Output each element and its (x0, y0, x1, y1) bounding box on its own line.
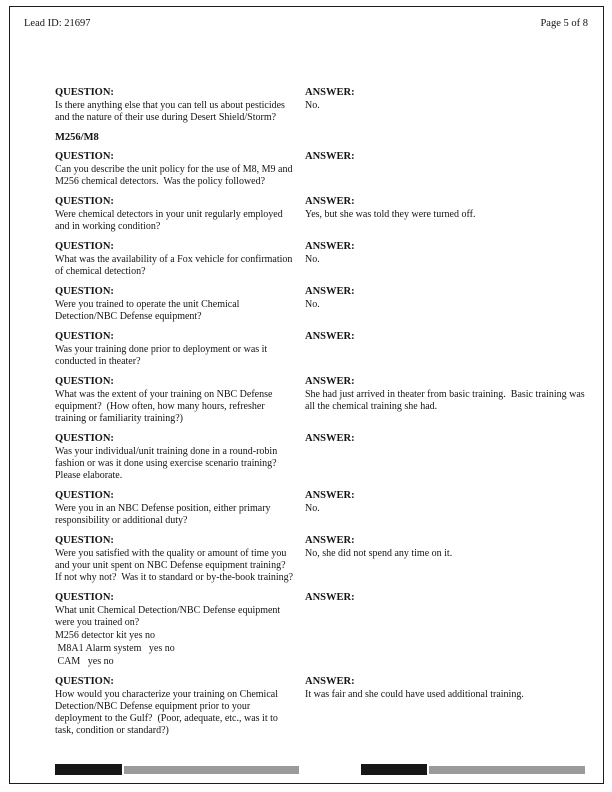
qa-row-1 (55, 86, 590, 124)
qa-row-8 (55, 432, 590, 482)
question-text: Were you in an NBC Defense position, either primary responsibility or additional duty? (55, 503, 274, 526)
question-col (55, 240, 305, 278)
question-label: QUESTION: (55, 490, 114, 501)
page-number: Page 5 of 8 (540, 18, 588, 29)
question-label: QUESTION: (55, 241, 114, 252)
answer-label: ANSWER: (305, 376, 355, 387)
question-label: QUESTION: (55, 286, 114, 297)
answer-col (305, 375, 590, 413)
answer-label: ANSWER: (305, 331, 355, 342)
answer-label: ANSWER: (305, 592, 355, 603)
answer-text: It was fair and she could have used additional training. (305, 689, 524, 700)
answer-col (305, 591, 590, 605)
qa-list (55, 86, 590, 744)
redaction-bar-right-black (361, 764, 427, 775)
answer-col (305, 432, 590, 446)
question-subline: CAM yes no (55, 656, 114, 667)
question-text: What unit Chemical Detection/NBC Defense equipment were you trained on? (55, 605, 283, 628)
question-col (55, 591, 305, 668)
qa-row-4 (55, 240, 590, 278)
answer-text: No. (305, 100, 320, 111)
answer-col (305, 330, 590, 344)
question-col (55, 432, 305, 482)
question-text: Were you trained to operate the unit Chemical Detection/NBC Defense equipment? (55, 299, 242, 322)
question-col (55, 375, 305, 425)
question-col (55, 489, 305, 527)
question-text: What was the availability of a Fox vehicle for confirmation of chemical detection? (55, 254, 295, 277)
question-label: QUESTION: (55, 196, 114, 207)
qa-row-9 (55, 489, 590, 527)
answer-col (305, 534, 590, 560)
answer-text: No. (305, 503, 320, 514)
qa-row-3 (55, 195, 590, 233)
redaction-bar-left-gray (124, 766, 299, 774)
answer-label: ANSWER: (305, 241, 355, 252)
question-label: QUESTION: (55, 676, 114, 687)
qa-row-10 (55, 534, 590, 584)
question-text: Can you describe the unit policy for the use of M8, M9 and M256 chemical detectors. Was the policy followed? (55, 164, 295, 187)
question-text: Were you satisfied with the quality or amount of time you and your unit spent on NBC Defense equipment training? If not why not? Was it to standard or by-the-book training? (55, 548, 294, 583)
qa-row-6 (55, 330, 590, 368)
qa-row-2 (55, 150, 590, 188)
question-label: QUESTION: (55, 592, 114, 603)
question-col (55, 86, 305, 124)
section-header: M256/M8 (55, 132, 99, 143)
answer-label: ANSWER: (305, 87, 355, 98)
question-col (55, 675, 305, 737)
answer-label: ANSWER: (305, 433, 355, 444)
question-col (55, 285, 305, 323)
answer-col (305, 86, 590, 112)
answer-col (305, 195, 590, 221)
page-header (24, 17, 588, 30)
answer-text: No. (305, 254, 320, 265)
answer-col (305, 150, 590, 164)
question-col (55, 195, 305, 233)
answer-text: Yes, but she was told they were turned off. (305, 209, 476, 220)
answer-label: ANSWER: (305, 535, 355, 546)
question-text: Were chemical detectors in your unit regularly employed and in working condition? (55, 209, 286, 232)
question-label: QUESTION: (55, 87, 114, 98)
answer-text: No, she did not spend any time on it. (305, 548, 453, 559)
answer-label: ANSWER: (305, 676, 355, 687)
qa-row-7 (55, 375, 590, 425)
answer-col (305, 240, 590, 266)
answer-label: ANSWER: (305, 490, 355, 501)
answer-col (305, 285, 590, 311)
answer-col (305, 489, 590, 515)
question-label: QUESTION: (55, 535, 114, 546)
question-col (55, 150, 305, 188)
question-col (55, 534, 305, 584)
answer-text: No. (305, 299, 320, 310)
qa-row-5 (55, 285, 590, 323)
redaction-bar-right-gray (429, 766, 585, 774)
question-label: QUESTION: (55, 376, 114, 387)
qa-row-11 (55, 591, 590, 668)
answer-label: ANSWER: (305, 151, 355, 162)
question-text: What was the extent of your training on NBC Defense equipment? (How often, how many hours, refresher training or familiarity training?) (55, 389, 275, 424)
question-label: QUESTION: (55, 433, 114, 444)
question-text: Was your individual/unit training done in a round-robin fashion or was it done using exercise scenario training? Please elaborate. (55, 446, 280, 481)
question-text: Is there anything else that you can tell us about pesticides and the nature of their use during Desert Shield/Storm? (55, 100, 288, 123)
question-label: QUESTION: (55, 331, 114, 342)
question-label: QUESTION: (55, 151, 114, 162)
question-text: How would you characterize your training on Chemical Detection/NBC Defense equipment prior to your deployment to the Gulf? (Poor, adequate, etc., was it to task, condition or standard?) (55, 689, 281, 736)
question-col (55, 330, 305, 368)
qa-row-12 (55, 675, 590, 737)
question-text: Was your training done prior to deployment or was it conducted in theater? (55, 344, 270, 367)
answer-text: She had just arrived in theater from basic training. Basic training was all the chemical training she had. (305, 389, 588, 412)
redaction-bar-left-black (55, 764, 122, 775)
answer-label: ANSWER: (305, 196, 355, 207)
lead-id: Lead ID: 21697 (24, 18, 91, 29)
question-subline: M8A1 Alarm system yes no (55, 643, 175, 654)
answer-col (305, 675, 590, 701)
question-subline: M256 detector kit yes no (55, 630, 155, 641)
answer-label: ANSWER: (305, 286, 355, 297)
